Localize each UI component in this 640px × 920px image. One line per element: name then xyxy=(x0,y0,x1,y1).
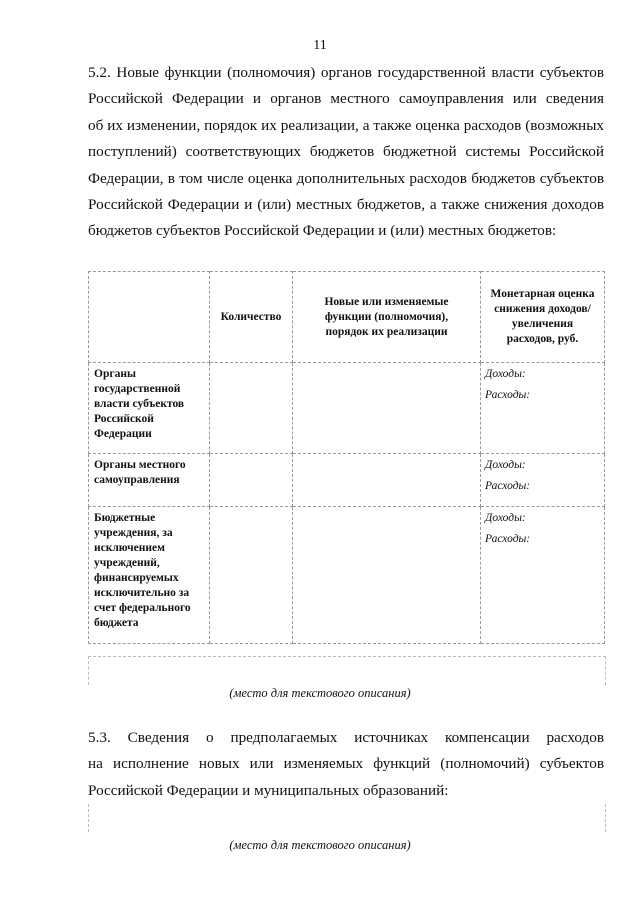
row-label: Бюджетные учреждения, за исключением учреждений, финансируемых исключительно за счет федерального бюджета xyxy=(89,507,210,644)
paragraph-line: бюджетов субъектов Российской Федерации и (или) местных бюджетов: xyxy=(88,222,557,240)
quantity-cell xyxy=(210,363,293,454)
header-functions: Новые или изменяемые функции (полномочия), порядок их реализации xyxy=(293,272,481,363)
monetary-cell xyxy=(481,363,605,454)
income-label: Доходы: xyxy=(485,512,526,524)
page-number: 11 xyxy=(313,38,327,53)
section-5-3-paragraph xyxy=(88,725,604,804)
functions-cell xyxy=(293,454,481,507)
quantity-cell xyxy=(210,454,293,507)
header-monetary: Монетарная оценка снижения доходов/ увеличения расходов, руб. xyxy=(481,272,605,363)
paragraph-line: поступлений) соответствующих бюджетов бюджетной системы Российской xyxy=(88,143,604,161)
paragraph-line: на исполнение новых или изменяемых функций (полномочий) субъектов xyxy=(88,755,604,773)
paragraph-line: Российской Федерации и (или) местных бюджетов, а также снижения доходов xyxy=(88,196,604,214)
budget-table xyxy=(88,271,605,644)
section-5-2-paragraph xyxy=(88,60,604,245)
text-description-caption: (место для текстового описания) xyxy=(229,686,411,700)
table-header-row xyxy=(89,272,605,363)
quantity-cell xyxy=(210,507,293,644)
functions-cell xyxy=(293,507,481,644)
expenses-label: Расходы: xyxy=(485,533,531,545)
header-empty xyxy=(89,272,210,363)
paragraph-line: 5.2. Новые функции (полномочия) органов государственной власти субъектов xyxy=(88,64,604,81)
table-row xyxy=(89,507,605,644)
income-label: Доходы: xyxy=(485,368,526,380)
paragraph-line: об их изменении, порядок их реализации, а также оценка расходов (возможных xyxy=(88,116,604,134)
paragraph-line: Российской Федерации и органов местного самоуправления или сведения xyxy=(88,90,604,108)
text-description-area[interactable] xyxy=(88,656,606,685)
income-label: Доходы: xyxy=(485,459,526,471)
paragraph-line: Российской Федерации и муниципальных образований: xyxy=(88,781,449,799)
monetary-cell xyxy=(481,454,605,507)
text-description-area[interactable] xyxy=(88,804,606,832)
text-description-caption: (место для текстового описания) xyxy=(229,838,411,852)
paragraph-line: Федерации, в том числе оценка дополнительных расходов бюджетов субъектов xyxy=(88,169,604,187)
functions-cell xyxy=(293,363,481,454)
monetary-cell xyxy=(481,507,605,644)
table-row xyxy=(89,454,605,507)
row-label: Органы государственной власти субъектов Российской Федерации xyxy=(89,363,210,454)
expenses-label: Расходы: xyxy=(485,389,531,401)
expenses-label: Расходы: xyxy=(485,480,531,492)
paragraph-line: 5.3. Сведения о предполагаемых источниках компенсации расходов xyxy=(88,729,604,746)
table-row xyxy=(89,363,605,454)
row-label: Органы местного самоуправления xyxy=(89,454,210,507)
header-quantity: Количество xyxy=(210,272,293,363)
